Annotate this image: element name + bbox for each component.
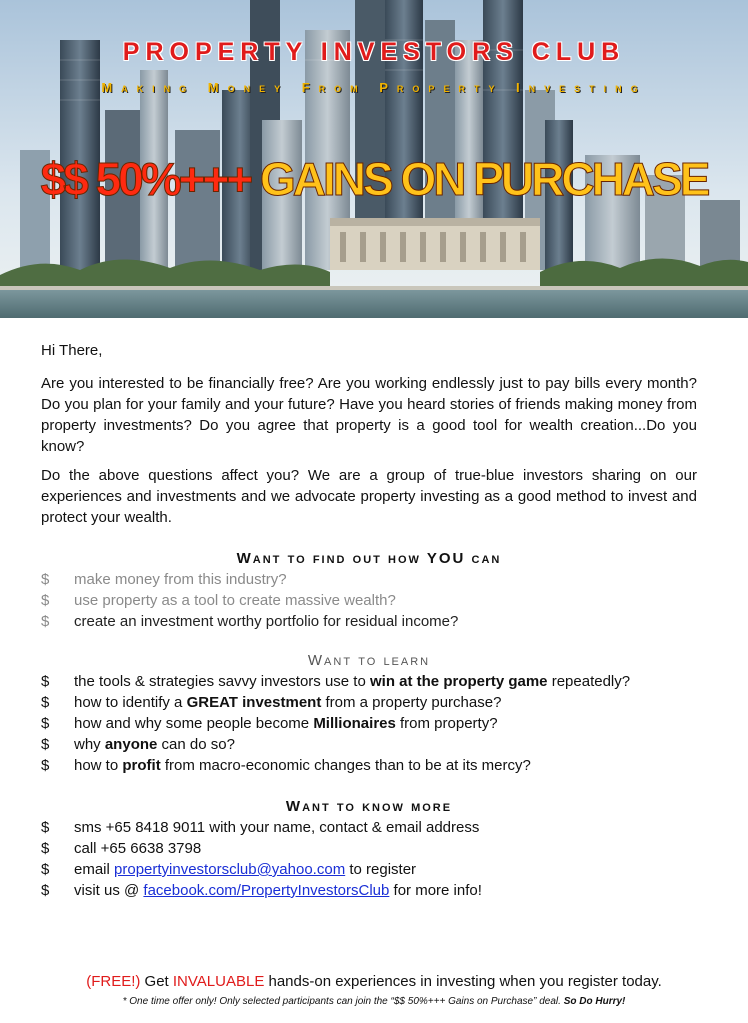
- list-item: $ use property as a tool to create massive wealth?: [41, 592, 396, 609]
- headline-percent: $$ 50%+++: [40, 153, 251, 205]
- facebook-link[interactable]: facebook.com/PropertyInvestorsClub: [143, 882, 390, 899]
- intro-paragraph-2: Do the above questions affect you? We are a group of true-blue investors sharing on our experiences and investments and we advocate property investing as a good method to invest and protect your wealth.: [41, 467, 697, 526]
- club-tagline: Making Money From Property Investing: [101, 80, 647, 95]
- dollar-bullet-icon: $: [41, 840, 50, 857]
- list-item: $ how to identify a GREAT investment from a property purchase?: [41, 694, 502, 711]
- dollar-bullet-icon: $: [41, 613, 50, 630]
- list-item: $ why anyone can do so?: [41, 736, 235, 753]
- intro-paragraph-1: Are you interested to be financially free? Are you working endlessly just to pay bills every month? Do you plan for your family and your future? Have you heard stories of friends making money from property investments? Do you agree that property is a good tool for wealth creation...Do you know?: [41, 375, 697, 455]
- list-item: [41, 817, 697, 838]
- find-out-heading-you: YOU: [426, 550, 466, 567]
- dollar-bullet-icon: $: [41, 673, 50, 690]
- dollar-bullet-icon: $: [41, 736, 50, 753]
- dollar-bullet-icon: $: [41, 694, 50, 711]
- email-link[interactable]: propertyinvestorsclub@yahoo.com: [114, 861, 346, 878]
- dollar-bullet-icon: $: [41, 757, 50, 774]
- header-banner: [0, 0, 748, 318]
- dollar-bullet-icon: $: [41, 592, 50, 609]
- list-item: $ email propertyinvestorsclub@yahoo.com to register: [41, 861, 417, 878]
- know-more-heading: Want to know more: [285, 798, 453, 815]
- headline-gains: GAINS ON PURCHASE: [250, 153, 708, 205]
- dollar-bullet-icon: $: [41, 819, 50, 836]
- list-item: $ how to profit from macro-economic changes than to be at its mercy?: [41, 757, 531, 774]
- list-item: $ create an investment worthy portfolio for residual income?: [41, 613, 459, 630]
- dollar-bullet-icon: $: [41, 571, 50, 588]
- call-contact: call +65 6638 3798: [74, 840, 202, 857]
- sms-contact: sms +65 8418 9011 with your name, contact & email address: [74, 819, 480, 836]
- footer-disclaimer: * One time offer only! Only selected participants can join the “$$ 50%+++ Gains on Purchase” deal. So Do Hurry!: [122, 996, 626, 1007]
- list-item: $ how and why some people become Millionaires from property?: [41, 715, 498, 732]
- dollar-bullet-icon: $: [41, 882, 50, 899]
- dollar-bullet-icon: $: [41, 861, 50, 878]
- learn-heading: Want to learn: [307, 652, 431, 669]
- footer-offer: (FREE!) Get INVALUABLE hands-on experiences in investing when you register today.: [86, 973, 662, 990]
- list-item: $ the tools & strategies savvy investors use to win at the property game repeatedly?: [41, 673, 631, 690]
- list-item: $ visit us @ facebook.com/PropertyInvestorsClub for more info!: [41, 882, 482, 899]
- find-out-heading: Want to find out how YOU can: [236, 550, 502, 567]
- learn-list: [41, 671, 697, 776]
- letter-body: [41, 330, 697, 901]
- free-label: (FREE!): [86, 973, 141, 990]
- find-out-list: [41, 569, 697, 632]
- greeting: Hi There,: [41, 342, 103, 359]
- list-item: $ make money from this industry?: [41, 571, 287, 588]
- contact-list: [41, 817, 697, 901]
- list-item: [41, 838, 697, 859]
- dollar-bullet-icon: $: [41, 715, 50, 732]
- club-title: PROPERTY INVESTORS CLUB: [122, 38, 626, 66]
- invaluable-label: INVALUABLE: [172, 973, 265, 990]
- promo-headline: [0, 152, 748, 206]
